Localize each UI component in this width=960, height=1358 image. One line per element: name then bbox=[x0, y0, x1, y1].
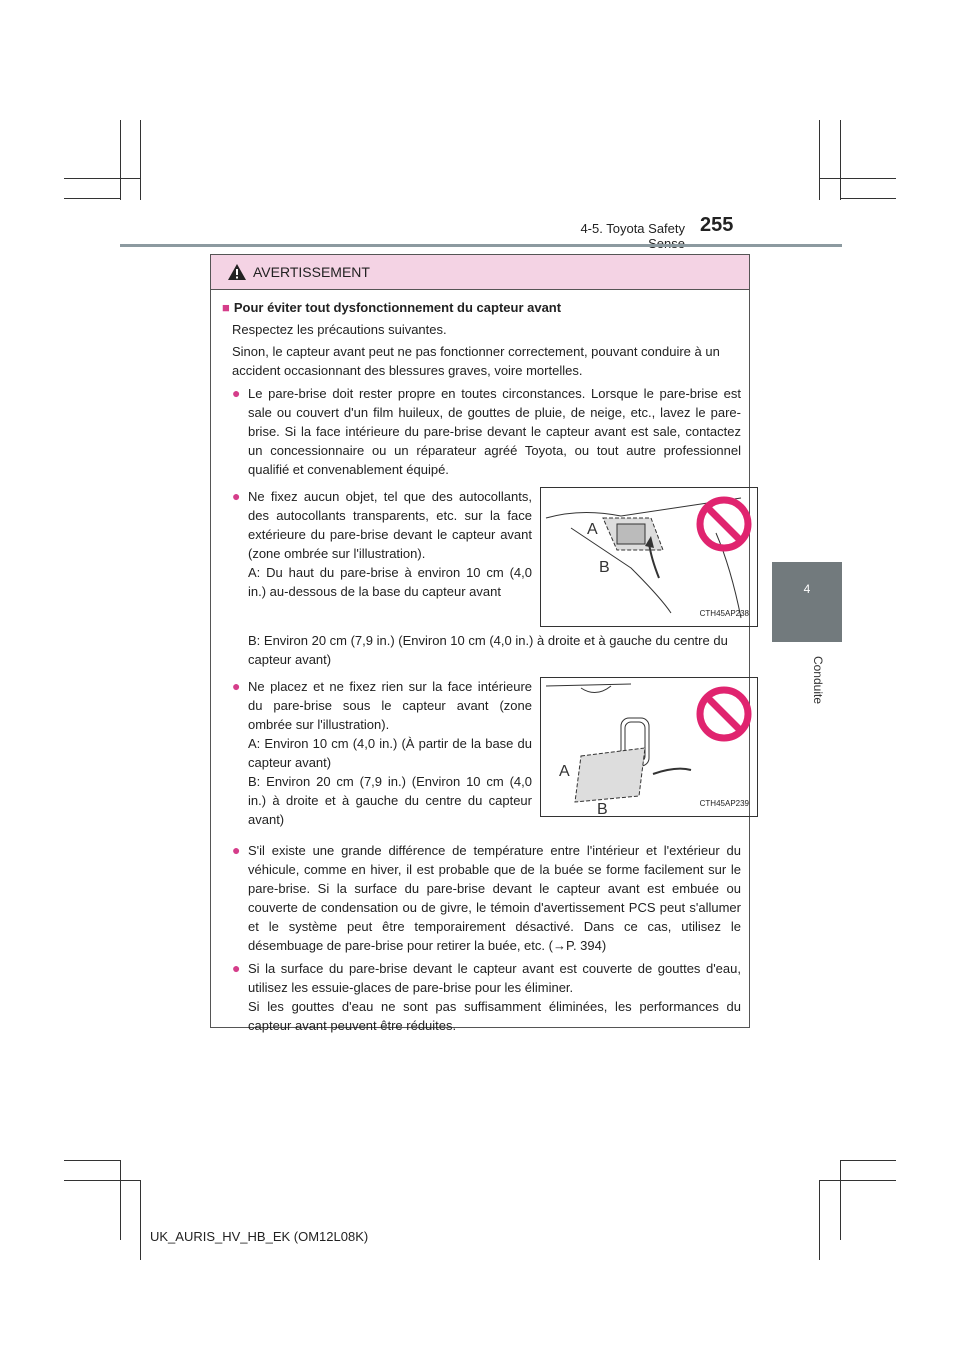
crop-mark bbox=[840, 1160, 841, 1240]
crop-mark bbox=[64, 1180, 140, 1181]
warning-title: Pour éviter tout dysfonctionnement du capteur avant bbox=[233, 300, 562, 315]
illustration-interior-windshield bbox=[540, 677, 758, 817]
bullet-icon: ● bbox=[232, 960, 241, 976]
prohibition-icon bbox=[700, 690, 748, 738]
crop-mark bbox=[64, 1160, 120, 1161]
bullet-text: Si la surface du pare-brise devant le capteur avant est couverte de gouttes d'eau, utilisez les essuie-glaces de pare-brise pour les éliminer. Si les gouttes d'eau ne sont pas suffisamment éliminées, les performances du capteur avant peuvent être réduites. bbox=[248, 961, 741, 1033]
crop-mark bbox=[64, 178, 140, 179]
illustration-exterior-windshield bbox=[540, 487, 758, 627]
intro-paragraph: Respectez les précautions suivantes. bbox=[232, 322, 447, 337]
section-title: 4-5. Toyota Safety bbox=[580, 221, 685, 236]
square-bullet-icon: ■ bbox=[222, 300, 230, 315]
figure-label-b: B bbox=[599, 559, 610, 576]
figure-code: CTH45AP238 bbox=[699, 609, 749, 618]
prohibition-icon bbox=[700, 500, 748, 548]
figure-row bbox=[222, 677, 749, 833]
crop-mark bbox=[819, 178, 896, 179]
crop-mark bbox=[120, 120, 121, 200]
bullet-icon: ● bbox=[232, 678, 241, 694]
list-item bbox=[232, 487, 532, 601]
figure-row bbox=[222, 487, 749, 627]
chapter-tab[interactable] bbox=[772, 562, 842, 642]
crop-mark bbox=[840, 198, 896, 199]
crop-mark bbox=[840, 120, 841, 200]
list-item bbox=[232, 841, 741, 955]
crop-mark bbox=[120, 1160, 121, 1240]
intro-paragraph: Sinon, le capteur avant peut ne pas fonctionner correctement, pouvant conduire à un accident occasionnant des blessures graves, voire mortelles. bbox=[232, 344, 720, 378]
list-item bbox=[232, 384, 741, 479]
bullet-text: Ne fixez aucun objet, tel que des autocollants, des autocollants transparents, etc. sur la face extérieure du pare-brise devant le capteur avant (zone ombrée sur l'illustration). A: Du haut du pare-brise à environ 10 cm (4,0 in.) au-dessous de la base du capteur avant bbox=[248, 489, 532, 599]
warning-body bbox=[211, 290, 749, 1035]
bullet-icon: ● bbox=[232, 488, 241, 504]
bullet-text: S'il existe une grande différence de température entre l'intérieur et l'extérieur du véhicule, comme en hiver, il est probable que de la buée se forme facilement sur le pare-brise. Si la surface du pare-brise devant le capteur avant est embuée ou couverte de condensation ou de givre, le témoin d'avertissement PCS peut s'allumer et le système peut être temporairement désactivé. Dans ce cas, utilisez le désembuage de pare-brise pour retirer la buée, etc. (→P. 394) bbox=[248, 843, 741, 953]
page-number: 255 bbox=[700, 214, 734, 236]
crop-mark bbox=[819, 120, 820, 200]
chapter-label: Conduite bbox=[811, 655, 825, 705]
crop-mark bbox=[64, 198, 120, 199]
figure-label-a: A bbox=[559, 763, 570, 780]
warning-title-row bbox=[222, 298, 741, 317]
bullet-continuation: B: Environ 20 cm (7,9 in.) (Environ 10 cm (4,0 in.) à droite et à gauche du centre du capteur avant) bbox=[248, 633, 728, 667]
chapter-number: 4 bbox=[803, 582, 811, 596]
figure-code: CTH45AP239 bbox=[699, 799, 749, 808]
crop-mark bbox=[840, 1160, 896, 1161]
crop-mark bbox=[819, 1180, 896, 1181]
warning-triangle-icon bbox=[227, 263, 247, 281]
bullet-text: Le pare-brise doit rester propre en toutes circonstances. Lorsque le pare-brise est sale ou couvert d'un film huileux, de gouttes de pluie, de neige, etc., lavez le pare-brise. Si la face intérieure du pare-brise devant le capteur avant est sale, contactez un concessionnaire ou un réparateur agréé Toyota, ou tout autre professionnel qualifié et convenablement équipé. bbox=[248, 386, 741, 477]
document-code: UK_AURIS_HV_HB_EK (OM12L08K) bbox=[150, 1229, 369, 1244]
figure-label-a: A bbox=[587, 521, 598, 538]
figure-label-b: B bbox=[597, 801, 608, 816]
warning-heading: AVERTISSEMENT bbox=[253, 264, 370, 280]
list-item bbox=[232, 677, 532, 829]
crop-mark bbox=[140, 120, 141, 200]
header-rule bbox=[120, 244, 842, 247]
list-item bbox=[232, 959, 741, 1035]
crop-mark bbox=[819, 1180, 820, 1260]
crop-mark bbox=[140, 1180, 141, 1260]
warning-box bbox=[210, 254, 750, 1033]
bullet-text: Ne placez et ne fixez rien sur la face intérieure du pare-brise sous le capteur avant (zone ombrée sur l'illustration). A: Environ 10 cm (4,0 in.) (À partir de la base du capteur avant) B: Environ 20 cm (7,9 in.) (Environ 10 cm (4,0 in.) à droite et à gauche du centre du capteur avant) bbox=[248, 679, 532, 827]
bullet-icon: ● bbox=[232, 842, 241, 858]
warning-header bbox=[211, 255, 749, 290]
bullet-icon: ● bbox=[232, 385, 241, 401]
